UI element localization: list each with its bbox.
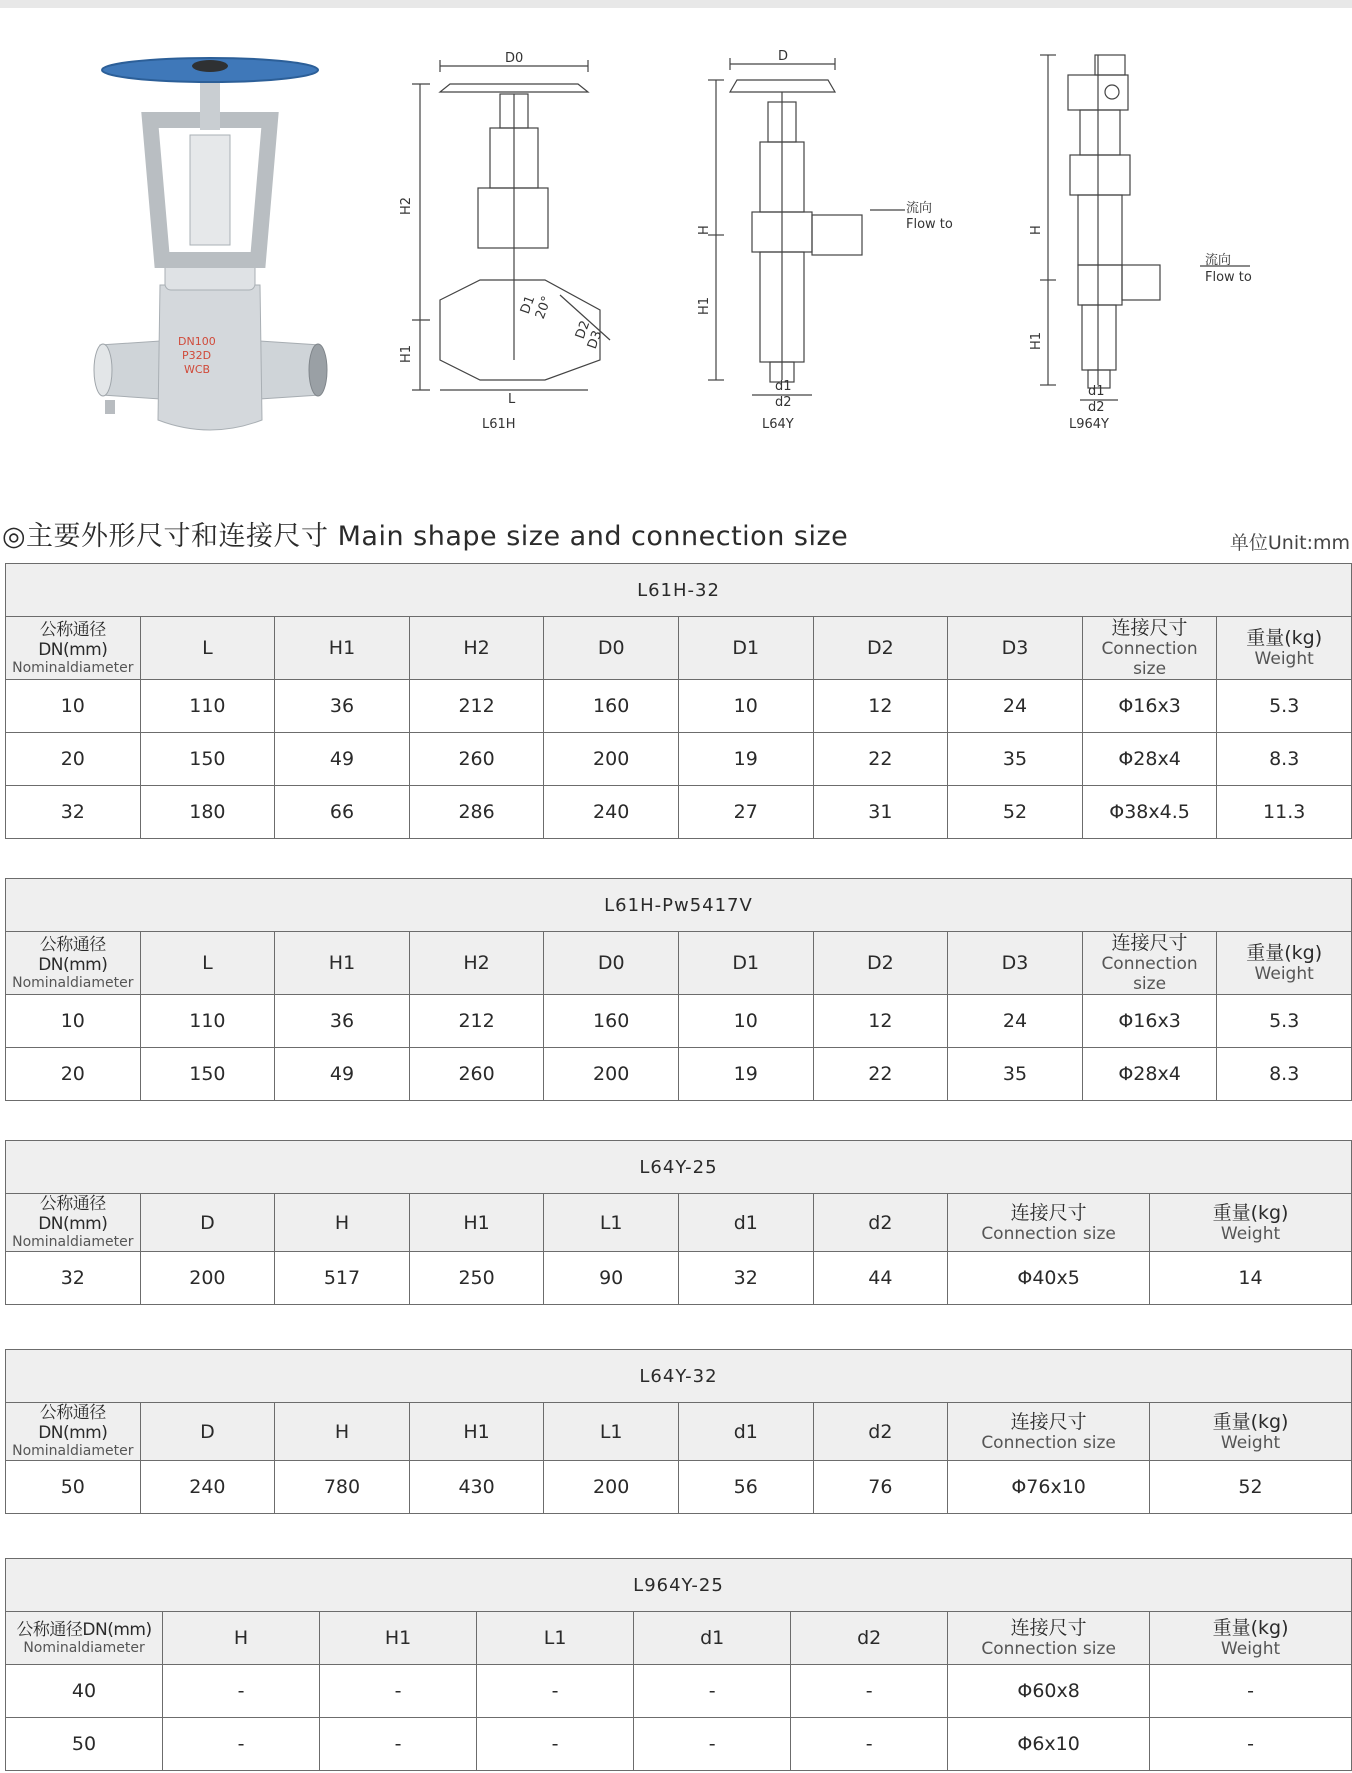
table-cell: 200 xyxy=(544,733,679,786)
header-col: L xyxy=(140,932,275,995)
header-col: D3 xyxy=(948,932,1083,995)
table-cell: 19 xyxy=(678,733,813,786)
table-cell: 5.3 xyxy=(1217,995,1352,1048)
table-cell: 35 xyxy=(948,1048,1083,1101)
header-col: L1 xyxy=(544,1194,679,1252)
table-cell: 240 xyxy=(140,1461,275,1514)
svg-text:WCB: WCB xyxy=(184,363,211,376)
valve-photo xyxy=(94,58,327,430)
flow-label-en: Flow to xyxy=(906,217,953,232)
header-col: L1 xyxy=(477,1612,634,1665)
table-cell: 10 xyxy=(6,680,141,733)
header-weight: 重量(kg) Weight xyxy=(1217,617,1352,680)
table-row xyxy=(6,1461,1352,1514)
svg-text:L64Y: L64Y xyxy=(762,417,794,432)
table-cell: 780 xyxy=(275,1461,410,1514)
table-cell: 10 xyxy=(6,995,141,1048)
table-cell: 24 xyxy=(948,995,1083,1048)
header-col: d1 xyxy=(678,1194,813,1252)
table-cell: 8.3 xyxy=(1217,733,1352,786)
table-cell: 200 xyxy=(140,1252,275,1305)
header-col: H xyxy=(275,1194,410,1252)
table-title: L61H-32 xyxy=(6,564,1352,617)
header-col: D2 xyxy=(813,617,948,680)
table-cell: 31 xyxy=(813,786,948,839)
drawing-l64y xyxy=(708,58,905,395)
header-col: d1 xyxy=(678,1403,813,1461)
drawing-l61h-labels xyxy=(399,51,605,432)
table-cell: 50 xyxy=(6,1718,163,1771)
table-cell: - xyxy=(1150,1665,1352,1718)
table-cell: 200 xyxy=(544,1461,679,1514)
header-dn: 公称通径DN(mm) Nominaldiameter xyxy=(6,617,141,680)
svg-text:D3: D3 xyxy=(584,328,606,352)
table-cell: - xyxy=(1150,1718,1352,1771)
table-cell: 10 xyxy=(678,995,813,1048)
table-cell: 52 xyxy=(1150,1461,1352,1514)
table-title: L64Y-25 xyxy=(6,1141,1352,1194)
table-cell: 5.3 xyxy=(1217,680,1352,733)
table-cell: - xyxy=(477,1718,634,1771)
table-cell: 20 xyxy=(6,1048,141,1101)
table-cell: 150 xyxy=(140,733,275,786)
header-col: d1 xyxy=(634,1612,791,1665)
svg-text:H1: H1 xyxy=(399,344,414,363)
table-cell: - xyxy=(477,1665,634,1718)
svg-text:H2: H2 xyxy=(399,196,414,215)
table-cell: Φ6x10 xyxy=(948,1718,1150,1771)
table-cell: 11.3 xyxy=(1217,786,1352,839)
table-cell: Φ40x5 xyxy=(948,1252,1150,1305)
table-cell: 19 xyxy=(678,1048,813,1101)
table-cell: 32 xyxy=(6,1252,141,1305)
table-cell: 8.3 xyxy=(1217,1048,1352,1101)
header-col: H1 xyxy=(409,1194,544,1252)
header-col: d2 xyxy=(791,1612,948,1665)
table-cell: Φ28x4 xyxy=(1082,1048,1217,1101)
spec-table-l64y-32 xyxy=(5,1349,1352,1514)
table-cell: - xyxy=(320,1718,477,1771)
drawing-l61h xyxy=(412,60,610,390)
figures-area xyxy=(0,10,1352,440)
table-cell: 52 xyxy=(948,786,1083,839)
header-col: D1 xyxy=(678,932,813,995)
header-col: D1 xyxy=(678,617,813,680)
table-cell: 430 xyxy=(409,1461,544,1514)
svg-text:d1: d1 xyxy=(1088,384,1105,399)
header-col: H1 xyxy=(320,1612,477,1665)
table-cell: 32 xyxy=(6,786,141,839)
flow-label-cn: 流向 xyxy=(906,201,933,216)
header-dn: 公称通径DN(mm) Nominaldiameter xyxy=(6,1194,141,1252)
table-row xyxy=(6,680,1352,733)
header-col: H1 xyxy=(275,617,410,680)
header-weight: 重量(kg) Weight xyxy=(1150,1612,1352,1665)
table-cell: 20 xyxy=(6,733,141,786)
header-col: H1 xyxy=(275,932,410,995)
header-connection-size: 连接尺寸 Connection size xyxy=(948,1194,1150,1252)
svg-text:H: H xyxy=(1029,225,1044,235)
svg-text:d1: d1 xyxy=(775,379,792,394)
table-cell: 286 xyxy=(409,786,544,839)
section-title: ◎主要外形尺寸和连接尺寸 Main shape size and connection size xyxy=(2,521,849,552)
table-cell: 27 xyxy=(678,786,813,839)
header-connection-size: 连接尺寸 Connection size xyxy=(948,1612,1150,1665)
header-connection-size: 连接尺寸 Connection size xyxy=(948,1403,1150,1461)
table-title: L64Y-32 xyxy=(6,1350,1352,1403)
header-col: d2 xyxy=(813,1403,948,1461)
svg-text:H1: H1 xyxy=(1029,331,1044,350)
svg-text:DN100: DN100 xyxy=(178,335,216,348)
table-cell: Φ16x3 xyxy=(1082,995,1217,1048)
table-cell: 110 xyxy=(140,680,275,733)
table-cell: 49 xyxy=(275,1048,410,1101)
table-cell: - xyxy=(791,1665,948,1718)
table-title: L61H-Pw5417V xyxy=(6,879,1352,932)
svg-text:H1: H1 xyxy=(697,296,712,315)
svg-text:L964Y: L964Y xyxy=(1069,417,1109,432)
flow-label-en-2: Flow to xyxy=(1205,270,1252,285)
table-row xyxy=(6,1252,1352,1305)
table-row xyxy=(6,733,1352,786)
table-cell: 14 xyxy=(1150,1252,1352,1305)
table-cell: 22 xyxy=(813,733,948,786)
table-cell: 22 xyxy=(813,1048,948,1101)
svg-text:D0: D0 xyxy=(505,51,524,66)
header-col: D0 xyxy=(544,932,679,995)
table-cell: Φ60x8 xyxy=(948,1665,1150,1718)
header-col: D2 xyxy=(813,932,948,995)
header-weight: 重量(kg) Weight xyxy=(1150,1403,1352,1461)
header-col: D xyxy=(140,1194,275,1252)
svg-text:L61H: L61H xyxy=(482,417,516,432)
table-cell: - xyxy=(163,1718,320,1771)
table-cell: 250 xyxy=(409,1252,544,1305)
spec-table-l64y-25 xyxy=(5,1140,1352,1305)
table-cell: - xyxy=(163,1665,320,1718)
table-cell: Φ38x4.5 xyxy=(1082,786,1217,839)
header-col: H xyxy=(163,1612,320,1665)
drawing-l964y xyxy=(1040,55,1250,400)
header-col: H1 xyxy=(409,1403,544,1461)
header-col: H xyxy=(275,1403,410,1461)
header-weight: 重量(kg) Weight xyxy=(1150,1194,1352,1252)
header-col: d2 xyxy=(813,1194,948,1252)
header-col: H2 xyxy=(409,617,544,680)
photo-marking xyxy=(178,335,216,376)
table-cell: 66 xyxy=(275,786,410,839)
table-row xyxy=(6,1665,1352,1718)
table-cell: 24 xyxy=(948,680,1083,733)
table-cell: 260 xyxy=(409,733,544,786)
table-cell: Φ16x3 xyxy=(1082,680,1217,733)
svg-text:D1: D1 xyxy=(517,293,539,317)
svg-text:L: L xyxy=(508,392,516,407)
header-weight: 重量(kg) Weight xyxy=(1217,932,1352,995)
spec-table-l61h-pw5417v xyxy=(5,878,1352,1101)
table-cell: 517 xyxy=(275,1252,410,1305)
table-cell: 76 xyxy=(813,1461,948,1514)
unit-label: 单位Unit:mm xyxy=(1229,532,1350,554)
table-cell: - xyxy=(320,1665,477,1718)
table-cell: Φ28x4 xyxy=(1082,733,1217,786)
header-col: D3 xyxy=(948,617,1083,680)
svg-text:P32D: P32D xyxy=(182,349,212,362)
header-dn: 公称通径DN(mm) Nominaldiameter xyxy=(6,1612,163,1665)
table-cell: 12 xyxy=(813,995,948,1048)
svg-text:d2: d2 xyxy=(775,395,792,410)
drawing-l64y-labels xyxy=(697,49,953,432)
drawing-l964y-labels xyxy=(1029,225,1252,432)
svg-text:H: H xyxy=(697,225,712,235)
header-col: D xyxy=(140,1403,275,1461)
table-cell: 110 xyxy=(140,995,275,1048)
table-cell: - xyxy=(634,1665,791,1718)
table-cell: 12 xyxy=(813,680,948,733)
table-cell: 90 xyxy=(544,1252,679,1305)
table-cell: - xyxy=(791,1718,948,1771)
table-cell: 180 xyxy=(140,786,275,839)
table-cell: 56 xyxy=(678,1461,813,1514)
header-dn: 公称通径DN(mm) Nominaldiameter xyxy=(6,1403,141,1461)
header-dn: 公称通径DN(mm) Nominaldiameter xyxy=(6,932,141,995)
header-col: L xyxy=(140,617,275,680)
flow-label-cn-2: 流向 xyxy=(1205,253,1232,268)
spec-table-l61h-32 xyxy=(5,563,1352,839)
table-cell: 212 xyxy=(409,680,544,733)
table-cell: 44 xyxy=(813,1252,948,1305)
table-cell: 35 xyxy=(948,733,1083,786)
table-cell: 260 xyxy=(409,1048,544,1101)
header-col: H2 xyxy=(409,932,544,995)
table-cell: - xyxy=(634,1718,791,1771)
table-cell: 10 xyxy=(678,680,813,733)
header-connection-size: 连接尺寸 Connection size xyxy=(1082,617,1217,680)
table-cell: 40 xyxy=(6,1665,163,1718)
table-row xyxy=(6,1718,1352,1771)
header-col: L1 xyxy=(544,1403,679,1461)
table-cell: 36 xyxy=(275,680,410,733)
header-col: D0 xyxy=(544,617,679,680)
header-connection-size: 连接尺寸 Connection size xyxy=(1082,932,1217,995)
table-row xyxy=(6,1048,1352,1101)
svg-text:d2: d2 xyxy=(1088,400,1105,415)
table-row xyxy=(6,786,1352,839)
top-bar xyxy=(0,0,1352,8)
table-cell: 160 xyxy=(544,680,679,733)
table-cell: 36 xyxy=(275,995,410,1048)
svg-text:D2: D2 xyxy=(572,318,594,342)
table-cell: Φ76x10 xyxy=(948,1461,1150,1514)
svg-text:20°: 20° xyxy=(532,294,555,322)
table-title: L964Y-25 xyxy=(6,1559,1352,1612)
table-cell: 49 xyxy=(275,733,410,786)
svg-text:D: D xyxy=(778,49,789,64)
table-cell: 50 xyxy=(6,1461,141,1514)
table-row xyxy=(6,995,1352,1048)
table-cell: 160 xyxy=(544,995,679,1048)
table-cell: 200 xyxy=(544,1048,679,1101)
spec-table-l964y-25 xyxy=(5,1558,1352,1771)
table-cell: 212 xyxy=(409,995,544,1048)
table-cell: 32 xyxy=(678,1252,813,1305)
table-cell: 240 xyxy=(544,786,679,839)
table-cell: 150 xyxy=(140,1048,275,1101)
